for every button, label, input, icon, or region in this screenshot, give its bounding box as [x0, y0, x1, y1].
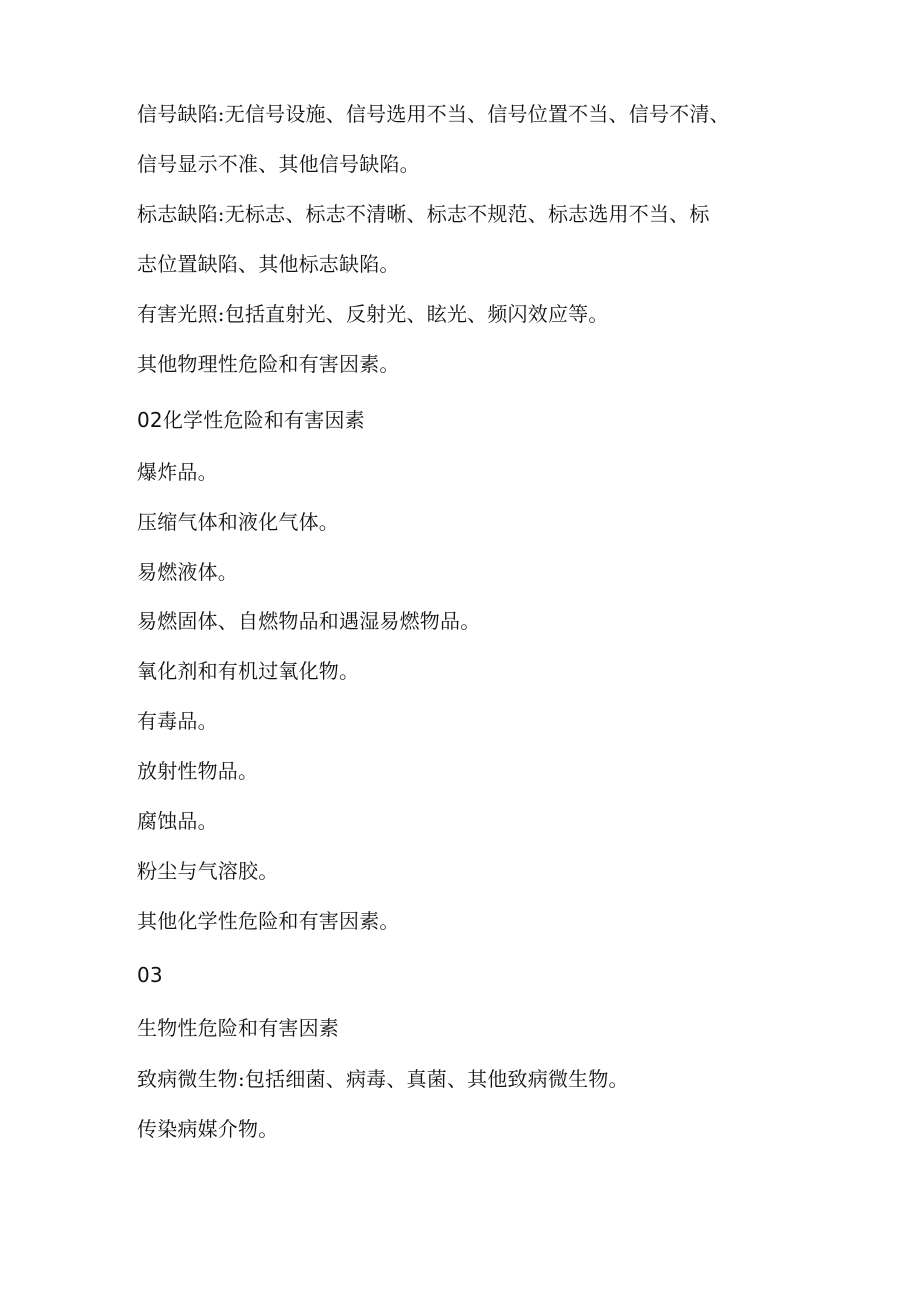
sign-defect-line-2: 志位置缺陷、其他标志缺陷。 [137, 252, 400, 276]
list-item: 易燃液体。 [137, 560, 238, 584]
chemical-section-heading: 02化学性危险和有害因素 [137, 408, 365, 432]
list-item: 氧化剂和有机过氧化物。 [137, 659, 360, 683]
disease-vector-line: 传染病媒介物。 [137, 1117, 279, 1141]
signal-defect-line-1: 信号缺陷:无信号设施、信号选用不当、信号位置不当、信号不清、 [137, 102, 730, 126]
signal-defect-line-2: 信号显示不准、其他信号缺陷。 [137, 152, 420, 176]
section-number-03: 03 [137, 963, 163, 987]
list-item: 有毒品。 [137, 709, 218, 733]
list-item: 腐蚀品。 [137, 809, 218, 833]
other-physical-line: 其他物理性危险和有害因素。 [137, 352, 400, 376]
list-item: 粉尘与气溶胶。 [137, 859, 279, 883]
list-item: 放射性物品。 [137, 759, 259, 783]
harmful-light-line: 有害光照:包括直射光、反射光、眩光、频闪效应等。 [137, 302, 609, 326]
biological-section-heading: 生物性危险和有害因素 [137, 1016, 339, 1040]
list-item: 爆炸品。 [137, 460, 218, 484]
list-item: 易燃固体、自燃物品和遇湿易燃物品。 [137, 609, 481, 633]
pathogen-line: 致病微生物:包括细菌、病毒、真菌、其他致病微生物。 [137, 1067, 629, 1091]
sign-defect-line-1: 标志缺陷:无标志、标志不清晰、标志不规范、标志选用不当、标 [137, 202, 710, 226]
list-item: 压缩气体和液化气体。 [137, 510, 339, 534]
list-item: 其他化学性危险和有害因素。 [137, 909, 400, 933]
